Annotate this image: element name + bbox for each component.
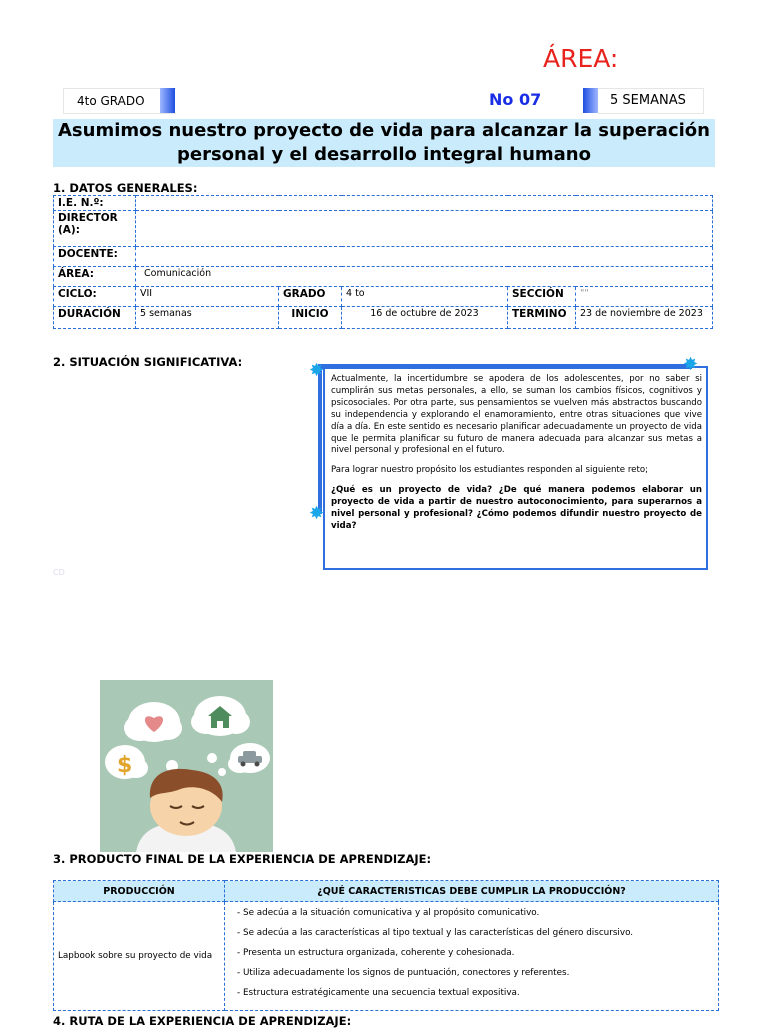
ciclo-label: CICLO: [54, 287, 136, 307]
weeks-label: 5 SEMANAS [610, 93, 686, 108]
star-icon: ✸ [683, 354, 699, 375]
situation-side-bar [318, 364, 322, 514]
characteristics-list [229, 908, 714, 998]
seccion-label: SECCIÓN [508, 287, 576, 307]
ie-value [136, 196, 713, 211]
section-1-heading: 1. DATOS GENERALES: [53, 181, 198, 195]
production-column-header: PRODUCCIÓN [54, 881, 225, 902]
list-item: - Se adecúa a las características al tipo textual y las características del género discursivo. [237, 928, 714, 938]
characteristics-column-header: ¿QUÉ CARACTERISTICAS DEBE CUMPLIR LA PRODUCCIÓN? [225, 881, 719, 902]
director-label: DIRECTOR (A): [54, 211, 136, 247]
weeks-box [598, 88, 704, 114]
faint-mark: CD [53, 568, 65, 577]
ie-label: I.E. N.º: [54, 196, 136, 211]
svg-text:$: $ [117, 753, 133, 778]
area-title: ÁREA: [543, 44, 619, 73]
product-cell: Lapbook sobre su proyecto de vida [54, 902, 225, 1011]
section-2-heading: 2. SITUACIÓN SIGNIFICATIVA: [53, 355, 243, 369]
grado-label: GRADO [279, 287, 342, 307]
termino-label: TERMINO [508, 307, 576, 329]
grade-accent-bar [160, 88, 175, 113]
situation-top-bar [318, 364, 692, 369]
seccion-value: "" [576, 287, 713, 307]
general-data-table [53, 195, 713, 329]
situation-paragraph: Actualmente, la incertidumbre se apodera de los adolescentes, por no saber si cumplirán sus metas personales, a ello, se suman los cambios físicos, cognitivos y psicosociales. Por otra parte, sus pensamientos se vuelven más abstractos buscando su independencia y explorando el enamoramiento, entre otras situaciones que vive día a día. En este sentido es necesario planificar adecuadamente un proyecto de vida que le permita planificar su futuro de manera adecuada para alcanzar sus metas a nivel personal y profesional en el futuro. [331, 374, 702, 456]
grade-label: 4to GRADO [77, 94, 145, 108]
docente-value [136, 247, 713, 267]
final-product-table [53, 880, 719, 1011]
thinking-person-illustration [100, 680, 273, 852]
inicio-label: INICIO [279, 307, 342, 329]
situation-paragraph: Para lograr nuestro propósito los estudiantes responden al siguiente reto; [331, 465, 648, 476]
section-4-heading: 4. RUTA DE LA EXPERIENCIA DE APRENDIZAJE: [53, 1014, 352, 1028]
ciclo-value: VII [136, 287, 279, 307]
section-3-heading: 3. PRODUCTO FINAL DE LA EXPERIENCIA DE APRENDIZAJE: [53, 852, 432, 866]
area-label: ÁREA: [54, 267, 136, 287]
list-item: - Utiliza adecuadamente los signos de puntuación, conectores y referentes. [237, 968, 714, 978]
area-value: Comunicación [136, 267, 713, 287]
list-item: - Presenta un estructura organizada, coherente y cohesionada. [237, 948, 714, 958]
director-value [136, 211, 713, 247]
list-item: - Estructura estratégicamente una secuencia textual expositiva. [237, 988, 714, 998]
page-title: Asumimos nuestro proyecto de vida para alcanzar la superación personal y el desarrollo integral humano [53, 119, 715, 167]
duracion-label: DURACIÓN [54, 307, 136, 329]
star-icon: ✸ [309, 503, 325, 524]
duracion-value: 5 semanas [136, 307, 279, 329]
star-icon: ✸ [309, 360, 325, 381]
weeks-accent-bar [583, 88, 598, 113]
challenge-question: ¿Qué es un proyecto de vida? ¿De qué manera podemos elaborar un proyecto de vida a partir de nuestro autoconocimiento, para superarnos a nivel personal y profesional? ¿Cómo podemos difundir nuestro proyecto de vida? [331, 485, 702, 531]
termino-value: 23 de noviembre de 2023 [576, 307, 713, 329]
situation-text [331, 374, 702, 541]
experience-number: No 07 [489, 90, 542, 109]
list-item: - Se adecúa a la situación comunicativa y al propósito comunicativo. [237, 908, 714, 918]
inicio-value: 16 de octubre de 2023 [342, 307, 508, 329]
grado-value: 4 to [342, 287, 508, 307]
characteristics-cell [225, 902, 719, 1011]
docente-label: DOCENTE: [54, 247, 136, 267]
